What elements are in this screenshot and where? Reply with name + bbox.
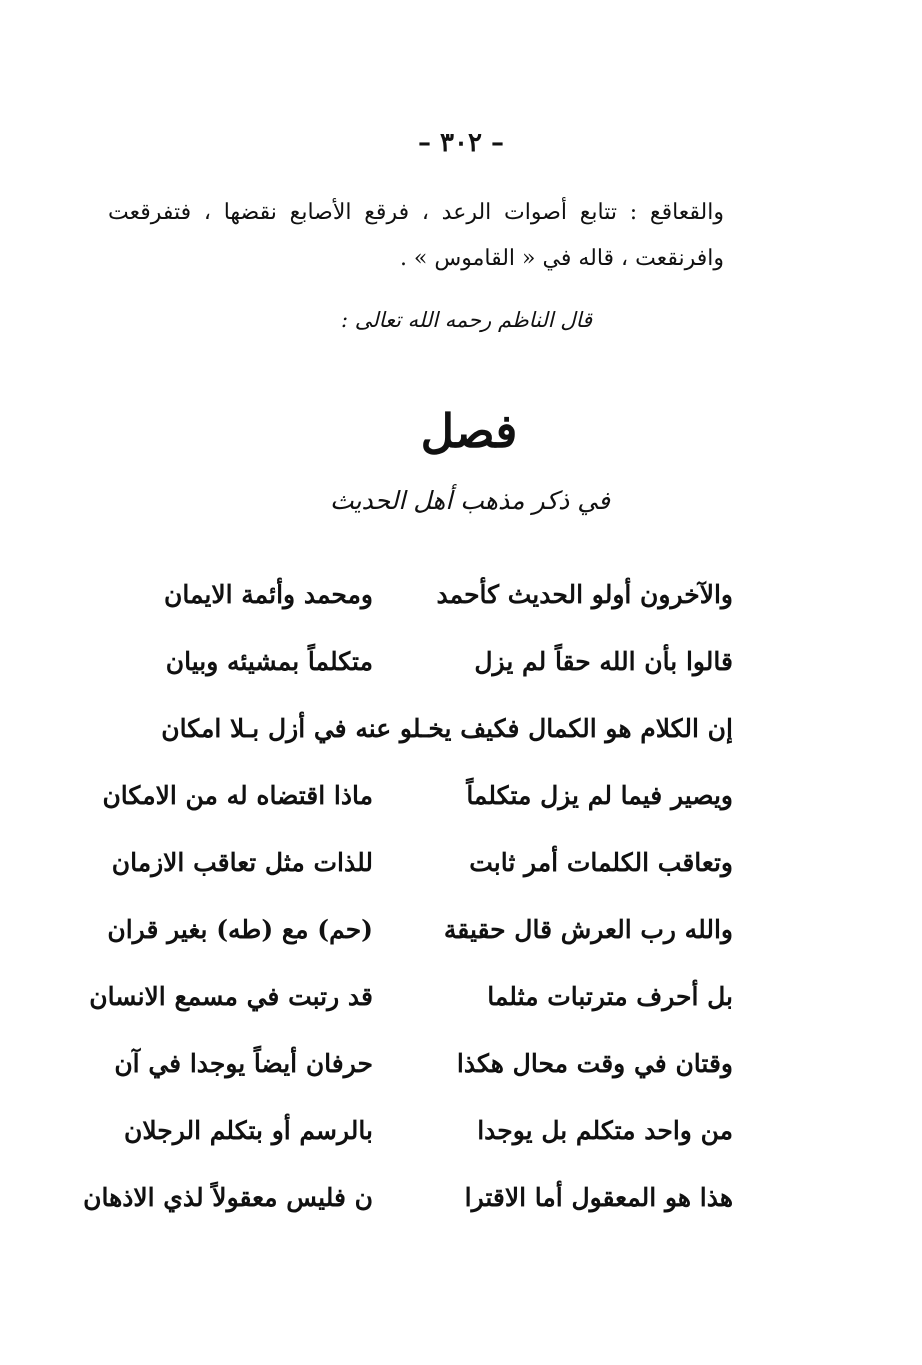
verse-first-hemistich: قالوا بأن الله حقاً لم يزل <box>474 647 733 676</box>
verse-line <box>102 781 733 848</box>
verse-second-hemistich: حرفان أيضاً يوجدا في آن <box>114 1049 373 1078</box>
verse-full-line: إن الكلام هو الكمال فكيف يخـلو عنه في أزل بـلا امكان <box>161 714 733 743</box>
verse-first-hemistich: بل أحرف مترتبات مثلما <box>487 982 733 1011</box>
verse-second-hemistich: ن فليس معقولاً لذي الاذهان <box>83 1183 373 1212</box>
verse-second-hemistich: متكلماً بمشيئه وبيان <box>165 647 373 676</box>
poem-verses <box>83 580 733 1250</box>
verse-first-hemistich: وقتان في وقت محال هكذا <box>456 1049 733 1078</box>
verse-first-hemistich: ويصير فيما لم يزل متكلماً <box>466 781 733 810</box>
verse-second-hemistich: ماذا اقتضاه له من الامكان <box>102 781 373 810</box>
section-subtitle: في ذكر مذهب أهل الحديث <box>329 486 611 515</box>
verse-line <box>108 647 733 714</box>
verse-line <box>108 714 733 781</box>
verse-line <box>108 848 733 915</box>
verse-first-hemistich: هذا هو المعقول أما الاقترا <box>464 1183 733 1212</box>
verse-line <box>89 982 733 1049</box>
verse-line <box>108 580 733 647</box>
verse-line <box>108 1116 733 1183</box>
section-heading: فصل <box>420 404 518 458</box>
verse-second-hemistich: ومحمد وأئمة الايمان <box>163 580 373 609</box>
verse-second-hemistich: قد رتبت في مسمع الانسان <box>89 982 373 1011</box>
verse-first-hemistich: والآخرون أولو الحديث كأحمد <box>436 580 733 609</box>
poet-intro: قال الناظم رحمه الله تعالى : <box>340 308 592 332</box>
footnote-text: والقعاقع : تتابع أصوات الرعد ، فرقع الأصابع نقضها ، فتفرقعت وافرنقعت ، قاله في « القاموس » . <box>108 200 724 271</box>
verse-line <box>108 915 733 982</box>
verse-second-hemistich: للذات مثل تعاقب الازمان <box>111 848 373 877</box>
verse-first-hemistich: من واحد متكلم بل يوجدا <box>477 1116 733 1145</box>
verse-first-hemistich: والله رب العرش قال حقيقة <box>443 915 733 944</box>
page-number: – ٣٠٢ – <box>417 128 505 158</box>
verse-second-hemistich: بالرسم أو بتكلم الرجلان <box>123 1116 373 1145</box>
verse-first-hemistich: وتعاقب الكلمات أمر ثابت <box>469 848 733 877</box>
verse-line <box>83 1183 733 1250</box>
verse-second-hemistich: (حم) مع (طه) بغير قران <box>107 915 373 944</box>
verse-line <box>108 1049 733 1116</box>
